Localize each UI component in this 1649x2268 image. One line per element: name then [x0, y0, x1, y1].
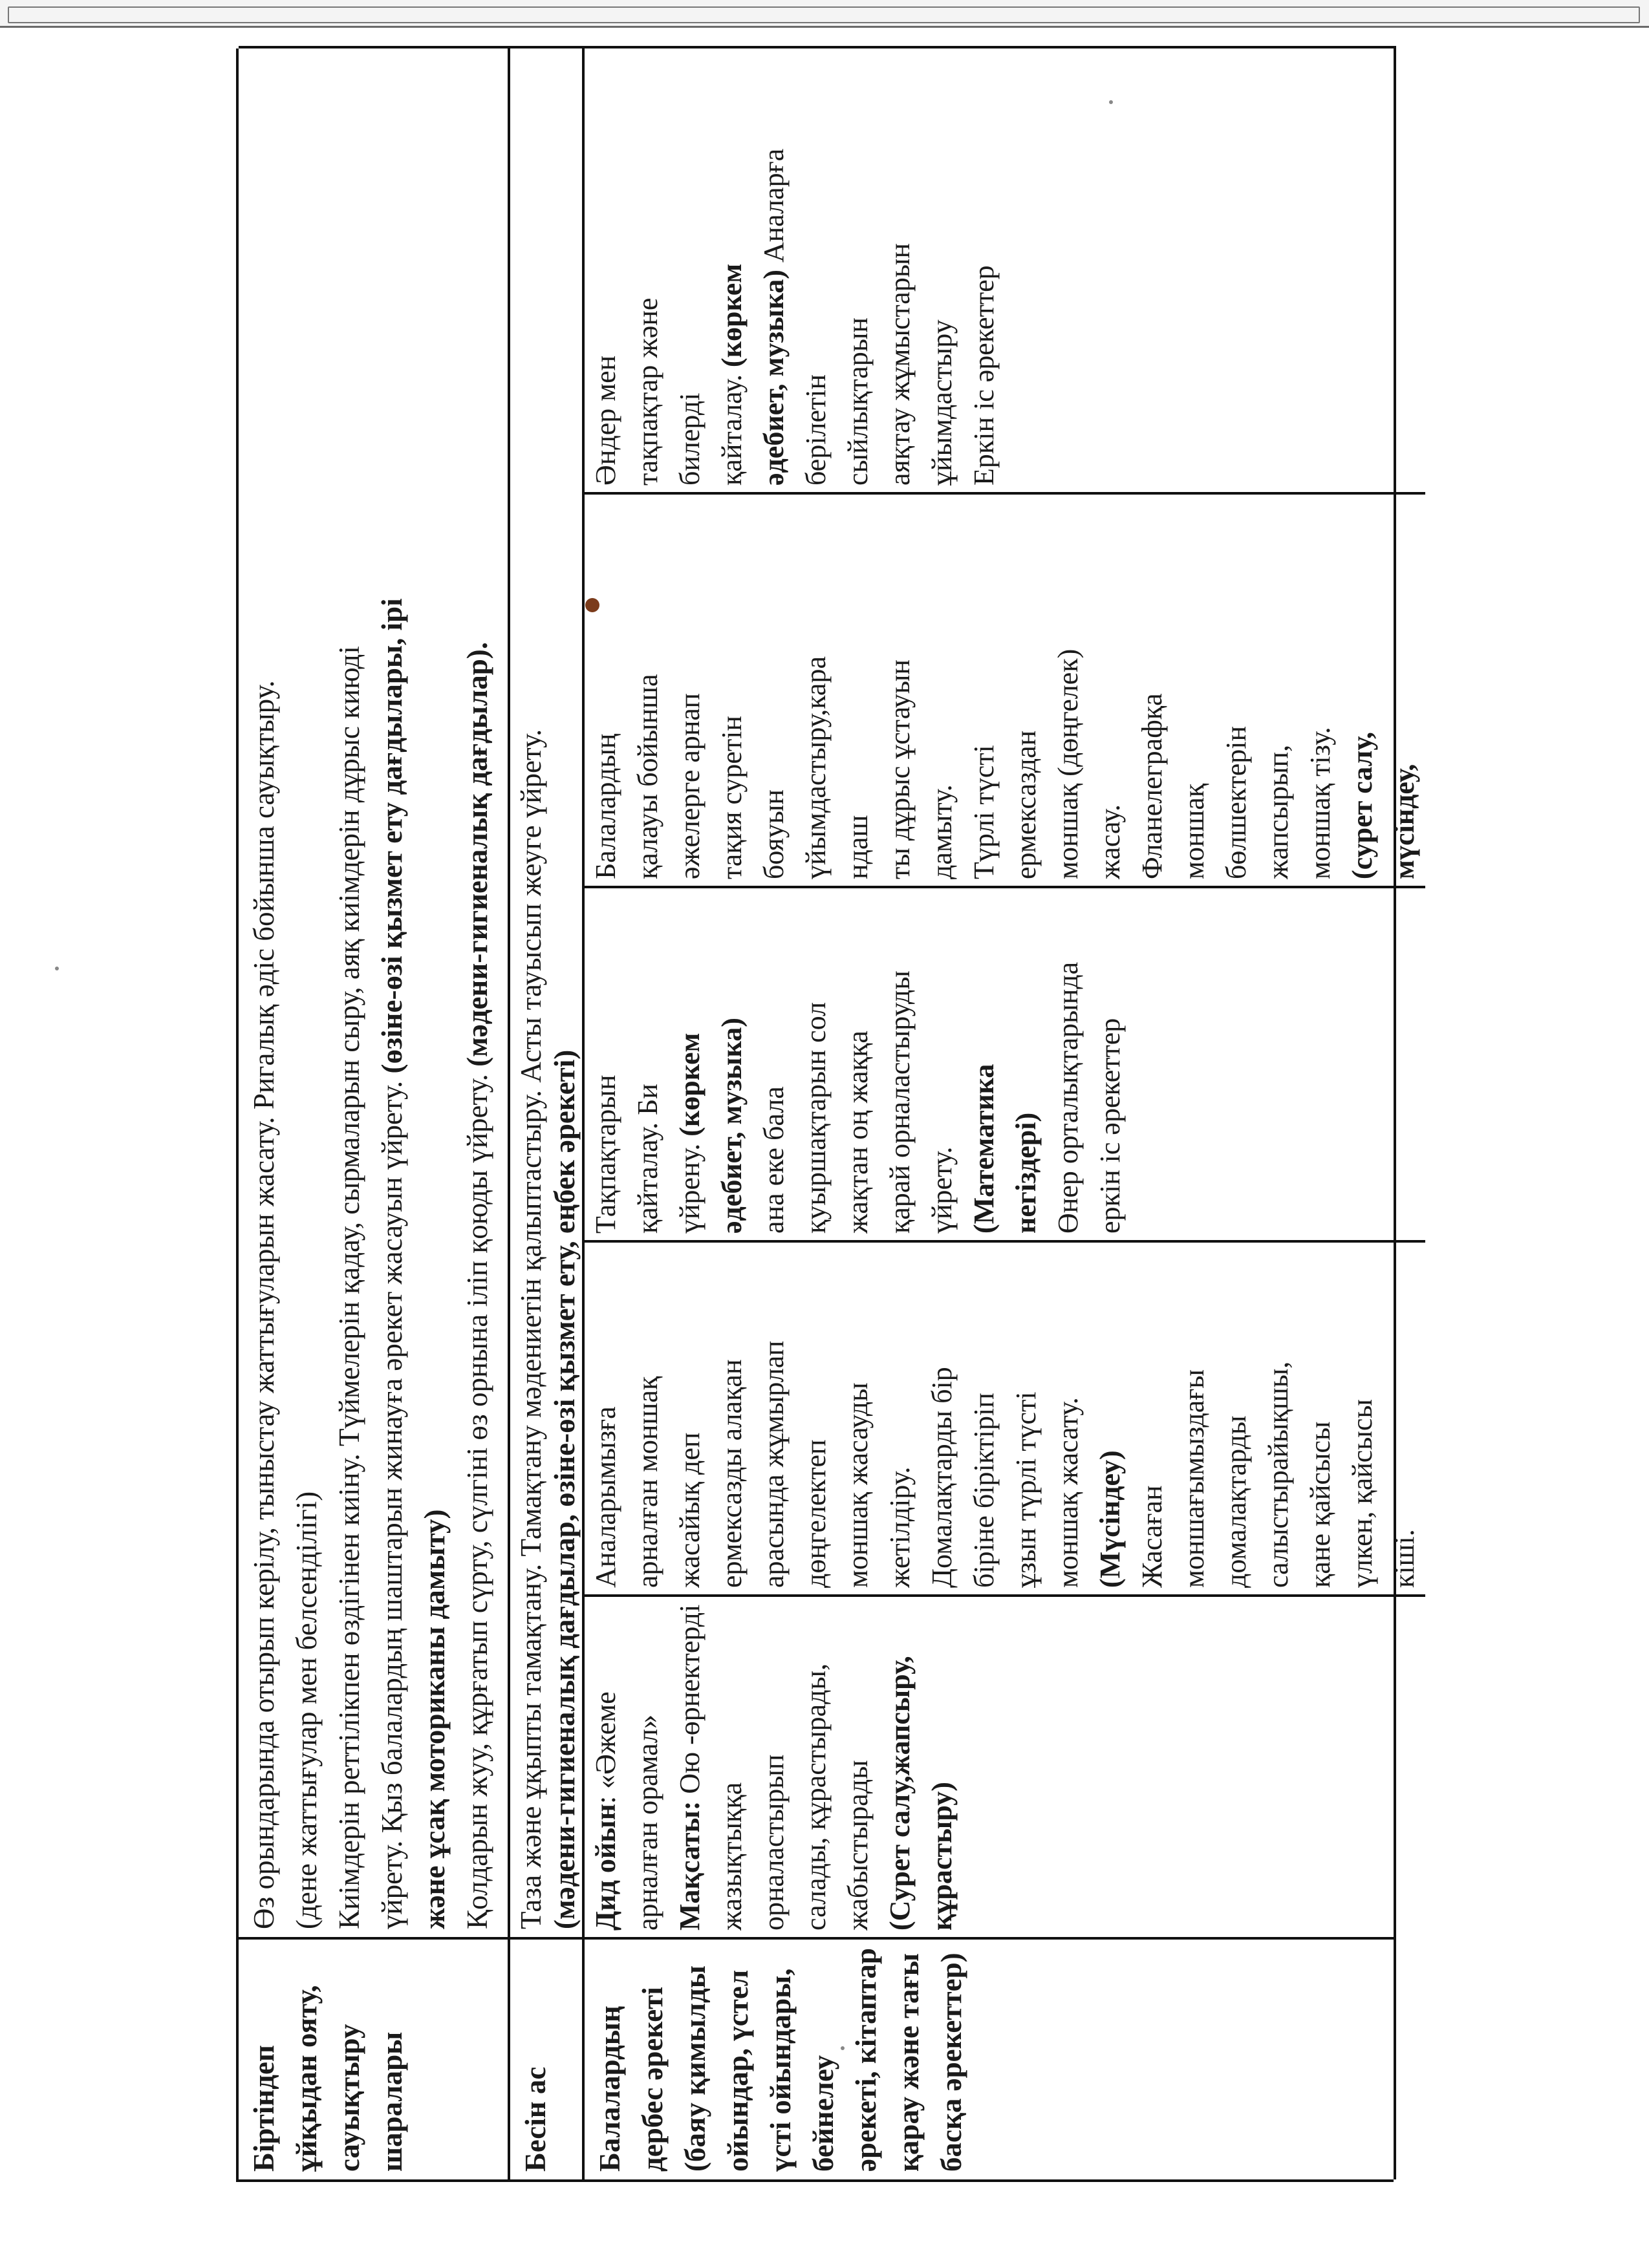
text-line: (Математика: [968, 1064, 1000, 1234]
text-line: жақтан оң жаққа: [842, 1031, 874, 1234]
text-line: дамыту.: [926, 784, 958, 879]
text-line: Жасаған: [1136, 1485, 1168, 1588]
text-line: Киімдерін реттілікпен өздігінен киіну. Түймелерін қадау, сырмаларын сыру, аяқ киімдерін дұрыс киюді: [333, 646, 365, 1929]
text-line: арналған моншақ: [632, 1376, 663, 1588]
text-line: үйрету.: [926, 1146, 958, 1234]
text-line: кіші.: [1388, 1529, 1420, 1588]
text-line: тақпақтар және: [632, 297, 663, 486]
text-line: Аналарымызға: [590, 1406, 621, 1588]
text-line: домалақтарды: [1220, 1415, 1252, 1588]
text-line: Түрлі түсті: [968, 745, 1000, 879]
text-line: аяқтау жұмыстарын: [884, 243, 916, 486]
row-label-subtext: (баяу қимылды ойындар, үстел үсті ойындары, бейнелеу әрекеті, кітаптар қарау және тағы басқа әрекеттер): [679, 1948, 967, 2172]
text-line: қайталау. (көркем: [716, 263, 748, 486]
text-line: (Мүсіндеу): [1094, 1450, 1126, 1588]
text-line: біріне біріктіріп: [968, 1393, 1000, 1588]
text-line: ана еке бала: [758, 1086, 790, 1234]
text-line: қарай орналастыруды: [884, 970, 916, 1234]
text-line: (дене жаттығулар мен белсенділігі): [290, 1491, 323, 1929]
text-line: Әндер мен: [590, 355, 621, 486]
row-label-wakeup: [239, 1937, 510, 2179]
text-line: дөңгелектеп: [800, 1439, 832, 1588]
day-column-1: [585, 1594, 1425, 1937]
schedule-table: [236, 48, 1420, 2182]
text-line: Балалардың: [590, 733, 621, 879]
text-line: үйрену. (көркем: [674, 1032, 706, 1234]
text-line: моншақ жасату.: [1052, 1397, 1084, 1588]
scan-edge: [0, 0, 1649, 28]
text-line: салыстырайықшы,: [1262, 1361, 1294, 1588]
text-line: бояуын: [758, 789, 790, 879]
text-line: моншақ (дөңгелек): [1052, 648, 1084, 879]
text-line: мүсіндеу,: [1388, 764, 1420, 879]
text-line: ұйымдастыру: [926, 319, 958, 486]
text-line: ндаш: [842, 815, 874, 879]
text-line: Домалақтарды бір: [926, 1367, 958, 1588]
weekday-columns: [585, 46, 1420, 1937]
ink-spot: [585, 598, 599, 612]
row-content-lunch: [510, 46, 585, 1937]
text-line: қуыршақтарын сол: [800, 1001, 832, 1234]
text-line: жасау.: [1094, 804, 1126, 879]
row-content-wakeup: [239, 46, 510, 1937]
text-line: әдебиет, музыка) Аналарға берілетін: [758, 148, 832, 486]
row-label-text: Балалардың дербес әрекеті: [594, 1987, 669, 2172]
scan-speck: [841, 2046, 845, 2050]
text-line: құрастыру): [926, 1782, 958, 1931]
text-line: қане қайсысы: [1304, 1421, 1336, 1588]
text-line: үйымдастыру,кара: [800, 656, 832, 879]
text-line: ермексаздан: [1010, 730, 1042, 879]
text-line: қалауы бойынша: [632, 674, 663, 879]
text-line: сыйлықтарын: [842, 317, 874, 486]
text-line: еркін іс әрекеттер: [1094, 1018, 1126, 1234]
day-column-5: [585, 46, 1425, 492]
text-line: Қолдарын жуу, құрғатып сүрту, сүлгіні өз орнына іліп қоюды үйрету. (мәдени-гигиеналық дағдылар).: [461, 642, 493, 1929]
row-label-independent: [585, 1937, 1396, 2179]
text-line: жазықтыққа орналастырып: [716, 1754, 790, 1931]
row-label-text: Бесін ас: [519, 2066, 552, 2172]
scan-speck: [1109, 100, 1113, 104]
text-line: жабыстырады: [842, 1760, 874, 1931]
text-line: Өнер орталықтарында: [1052, 961, 1084, 1234]
day-column-4: [585, 492, 1425, 886]
text-line: моншағымыздағы: [1178, 1369, 1210, 1588]
text-line: Еркін іс әрекеттер: [968, 265, 1000, 486]
text-line: тақия суретін: [716, 716, 748, 879]
text-line: ты дұрыс ұстауын: [884, 659, 916, 879]
scan-edge-strip: [8, 6, 1640, 23]
text-line: Таза және ұқыпты тамақтану. Тамақтану мәдениетін қалыптастыру. Асты тауысып жеуге үйрету.: [515, 729, 547, 1929]
text-line: негіздері): [1010, 1112, 1042, 1234]
text-line: үлкен, қайсысы: [1346, 1399, 1378, 1588]
text-line: Мақсаты: Ою -өрнектерді: [674, 1604, 706, 1931]
text-line: Өз орындарында отырып керілу, тыныстау жаттығуларын жасату. Ригалық әдіс бойынша сауықтыру.: [248, 680, 280, 1929]
text-line: арасында жұмырлап: [758, 1340, 790, 1588]
rotated-schedule-page: [236, 48, 1420, 2182]
text-line: салады, құрастырады,: [800, 1663, 832, 1931]
text-line: арналған орамал»: [632, 1714, 663, 1931]
text-line: (мәдени-гигиеналық дағдылар, өзіне-өзі қызмет ету, еңбек әрекеті): [548, 1049, 581, 1929]
text-line: ермексазды алақан: [716, 1359, 748, 1588]
text-line: жетілдіру.: [884, 1466, 916, 1588]
text-line: Дид ойын: «Әжеме: [590, 1691, 621, 1931]
text-line: жасайық деп: [674, 1432, 706, 1588]
row-label-text: Біртіндеп ұйқыдан ояту, сауықтыру шаралары: [248, 1985, 408, 2172]
text-line: үйрету. Қыз балалардың шаштарын жинауға әрекет жасауын үйрету. (өзіне-өзі қызмет ету дағдылары, ірі: [376, 598, 408, 1929]
text-line: Фланелеграфқа: [1136, 693, 1168, 879]
text-line: әдебиет, музыка): [716, 1018, 748, 1234]
text-line: (сурет салу,: [1346, 732, 1378, 879]
text-line: (Сурет салу,жапсыру,: [884, 1656, 916, 1931]
text-line: Тақпақтарын: [590, 1075, 621, 1234]
text-line: жапсырып,: [1262, 744, 1294, 879]
text-line: моншақ: [1178, 783, 1210, 879]
day-column-3: [585, 886, 1425, 1240]
text-line: моншақ жасауды: [842, 1382, 874, 1588]
text-line: қайталау. Би: [632, 1084, 663, 1234]
text-line: моншақ тізу.: [1304, 727, 1336, 879]
text-line: билерді: [674, 392, 706, 486]
row-label-lunch: [510, 1937, 585, 2179]
day-column-2: [585, 1240, 1425, 1594]
text-line: және ұсақ моториканы дамыту): [418, 1509, 451, 1929]
text-line: әжелерге арнап: [674, 693, 706, 879]
text-line: ұзын түрлі түсті: [1010, 1391, 1042, 1588]
text-line: бөлшектерін: [1220, 725, 1252, 879]
scan-speck: [55, 967, 59, 970]
